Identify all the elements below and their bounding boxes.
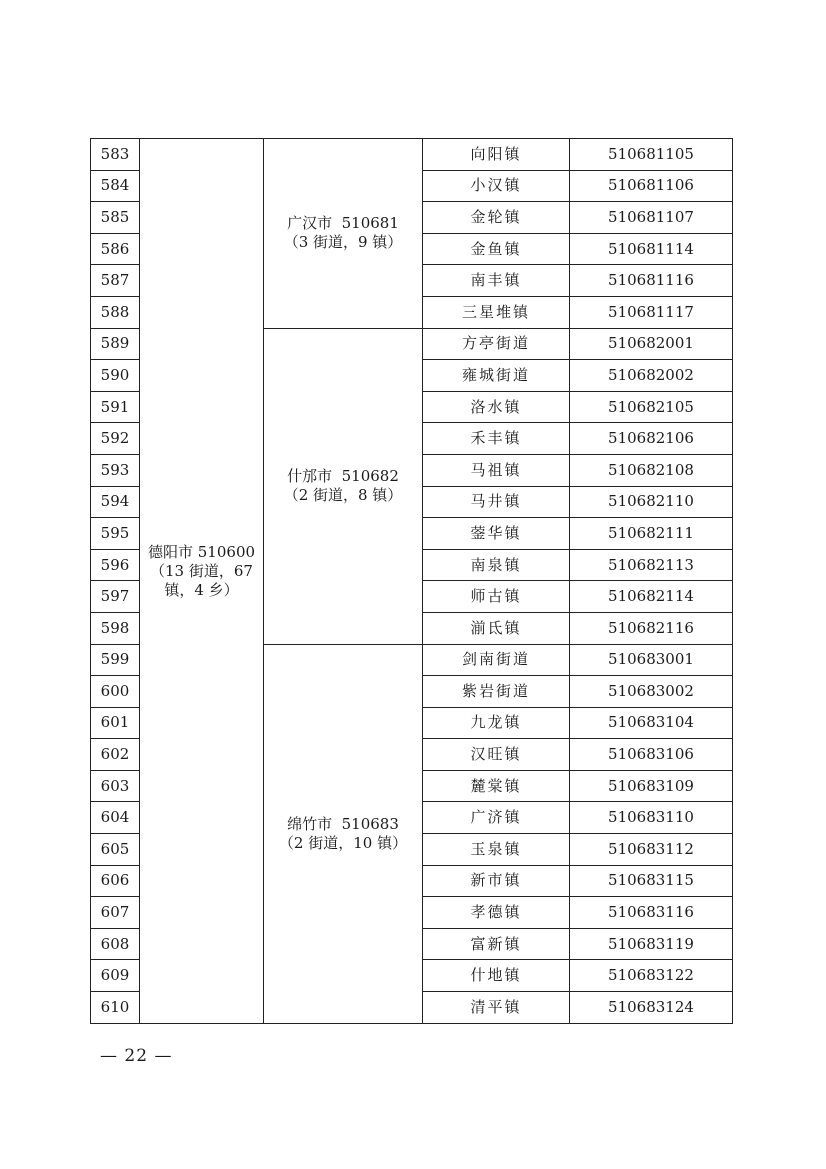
city-summary-line1: （13 街道，67 (150, 562, 253, 581)
row-seq: 601 (91, 707, 140, 739)
township-name: 马祖镇 (423, 454, 570, 486)
township-name: 三星堆镇 (423, 296, 570, 328)
county-cell (264, 328, 423, 644)
township-name: 金轮镇 (423, 202, 570, 234)
township-code: 510681105 (570, 139, 733, 171)
county-label-line2: （2 街道，10 镇） (278, 833, 408, 852)
township-name: 金鱼镇 (423, 233, 570, 265)
row-seq: 609 (91, 960, 140, 992)
township-name: 广济镇 (423, 802, 570, 834)
township-code: 510681107 (570, 202, 733, 234)
table-row (91, 139, 733, 171)
township-code: 510682002 (570, 360, 733, 392)
township-name: 南泉镇 (423, 549, 570, 581)
township-code: 510683110 (570, 802, 733, 834)
row-seq: 591 (91, 391, 140, 423)
township-name: 小汉镇 (423, 170, 570, 202)
row-seq: 596 (91, 549, 140, 581)
row-seq: 585 (91, 202, 140, 234)
township-name: 方亭街道 (423, 328, 570, 360)
township-name: 雍城街道 (423, 360, 570, 392)
township-code: 510682105 (570, 391, 733, 423)
township-name: 新市镇 (423, 865, 570, 897)
township-code: 510683106 (570, 739, 733, 771)
row-seq: 589 (91, 328, 140, 360)
row-seq: 590 (91, 360, 140, 392)
township-name: 孝德镇 (423, 897, 570, 929)
township-code: 510683115 (570, 865, 733, 897)
township-code: 510682001 (570, 328, 733, 360)
city-summary-line2: 镇，4 乡） (164, 581, 239, 600)
township-code: 510683104 (570, 707, 733, 739)
township-code: 510683122 (570, 960, 733, 992)
row-seq: 592 (91, 423, 140, 455)
township-code: 510683002 (570, 676, 733, 708)
township-code: 510681106 (570, 170, 733, 202)
township-name: 蓥华镇 (423, 518, 570, 550)
city-name: 德阳市 (147, 543, 193, 562)
row-seq: 610 (91, 992, 140, 1024)
township-name: 玉泉镇 (423, 834, 570, 866)
township-name: 师古镇 (423, 581, 570, 613)
township-code-table (90, 138, 733, 1024)
row-seq: 594 (91, 486, 140, 518)
row-seq: 595 (91, 518, 140, 550)
row-seq: 598 (91, 612, 140, 644)
row-seq: 599 (91, 644, 140, 676)
county-label-line2: （3 街道，9 镇） (283, 233, 403, 252)
row-seq: 583 (91, 139, 140, 171)
township-code: 510682111 (570, 518, 733, 550)
township-code: 510683124 (570, 992, 733, 1024)
city-code: 510600 (197, 543, 256, 562)
row-seq: 586 (91, 233, 140, 265)
county-label-line1: 绵竹市 510683 (287, 814, 399, 833)
township-code: 510682116 (570, 612, 733, 644)
township-name: 紫岩街道 (423, 676, 570, 708)
township-code: 510683112 (570, 834, 733, 866)
row-seq: 597 (91, 581, 140, 613)
row-seq: 587 (91, 265, 140, 297)
row-seq: 593 (91, 454, 140, 486)
township-code: 510682114 (570, 581, 733, 613)
city-cell (140, 139, 264, 1024)
township-name: 富新镇 (423, 928, 570, 960)
township-name: 马井镇 (423, 486, 570, 518)
township-name: 九龙镇 (423, 707, 570, 739)
township-name: 什地镇 (423, 960, 570, 992)
township-code: 510682106 (570, 423, 733, 455)
township-code: 510683116 (570, 897, 733, 929)
township-name: 禾丰镇 (423, 423, 570, 455)
township-code: 510682110 (570, 486, 733, 518)
row-seq: 600 (91, 676, 140, 708)
township-code: 510681116 (570, 265, 733, 297)
township-code: 510682108 (570, 454, 733, 486)
township-name: 南丰镇 (423, 265, 570, 297)
township-code: 510683119 (570, 928, 733, 960)
township-name: 清平镇 (423, 992, 570, 1024)
row-seq: 584 (91, 170, 140, 202)
row-seq: 605 (91, 834, 140, 866)
row-seq: 588 (91, 296, 140, 328)
county-cell (264, 139, 423, 329)
township-code: 510681117 (570, 296, 733, 328)
county-label-line2: （2 街道，8 镇） (283, 486, 403, 505)
county-label-line1: 什邡市 510682 (287, 467, 399, 486)
row-seq: 604 (91, 802, 140, 834)
township-name: 洛水镇 (423, 391, 570, 423)
township-code: 510681114 (570, 233, 733, 265)
township-name: 汉旺镇 (423, 739, 570, 771)
township-code: 510682113 (570, 549, 733, 581)
township-code: 510683001 (570, 644, 733, 676)
county-cell (264, 644, 423, 1023)
row-seq: 607 (91, 897, 140, 929)
township-code: 510683109 (570, 770, 733, 802)
county-label-line1: 广汉市 510681 (287, 214, 399, 233)
row-seq: 602 (91, 739, 140, 771)
row-seq: 606 (91, 865, 140, 897)
row-seq: 603 (91, 770, 140, 802)
township-name: 麓棠镇 (423, 770, 570, 802)
township-name: 向阳镇 (423, 139, 570, 171)
township-name: 湔氐镇 (423, 612, 570, 644)
row-seq: 608 (91, 928, 140, 960)
township-name: 剑南街道 (423, 644, 570, 676)
page-number: — 22 — (100, 1046, 173, 1066)
